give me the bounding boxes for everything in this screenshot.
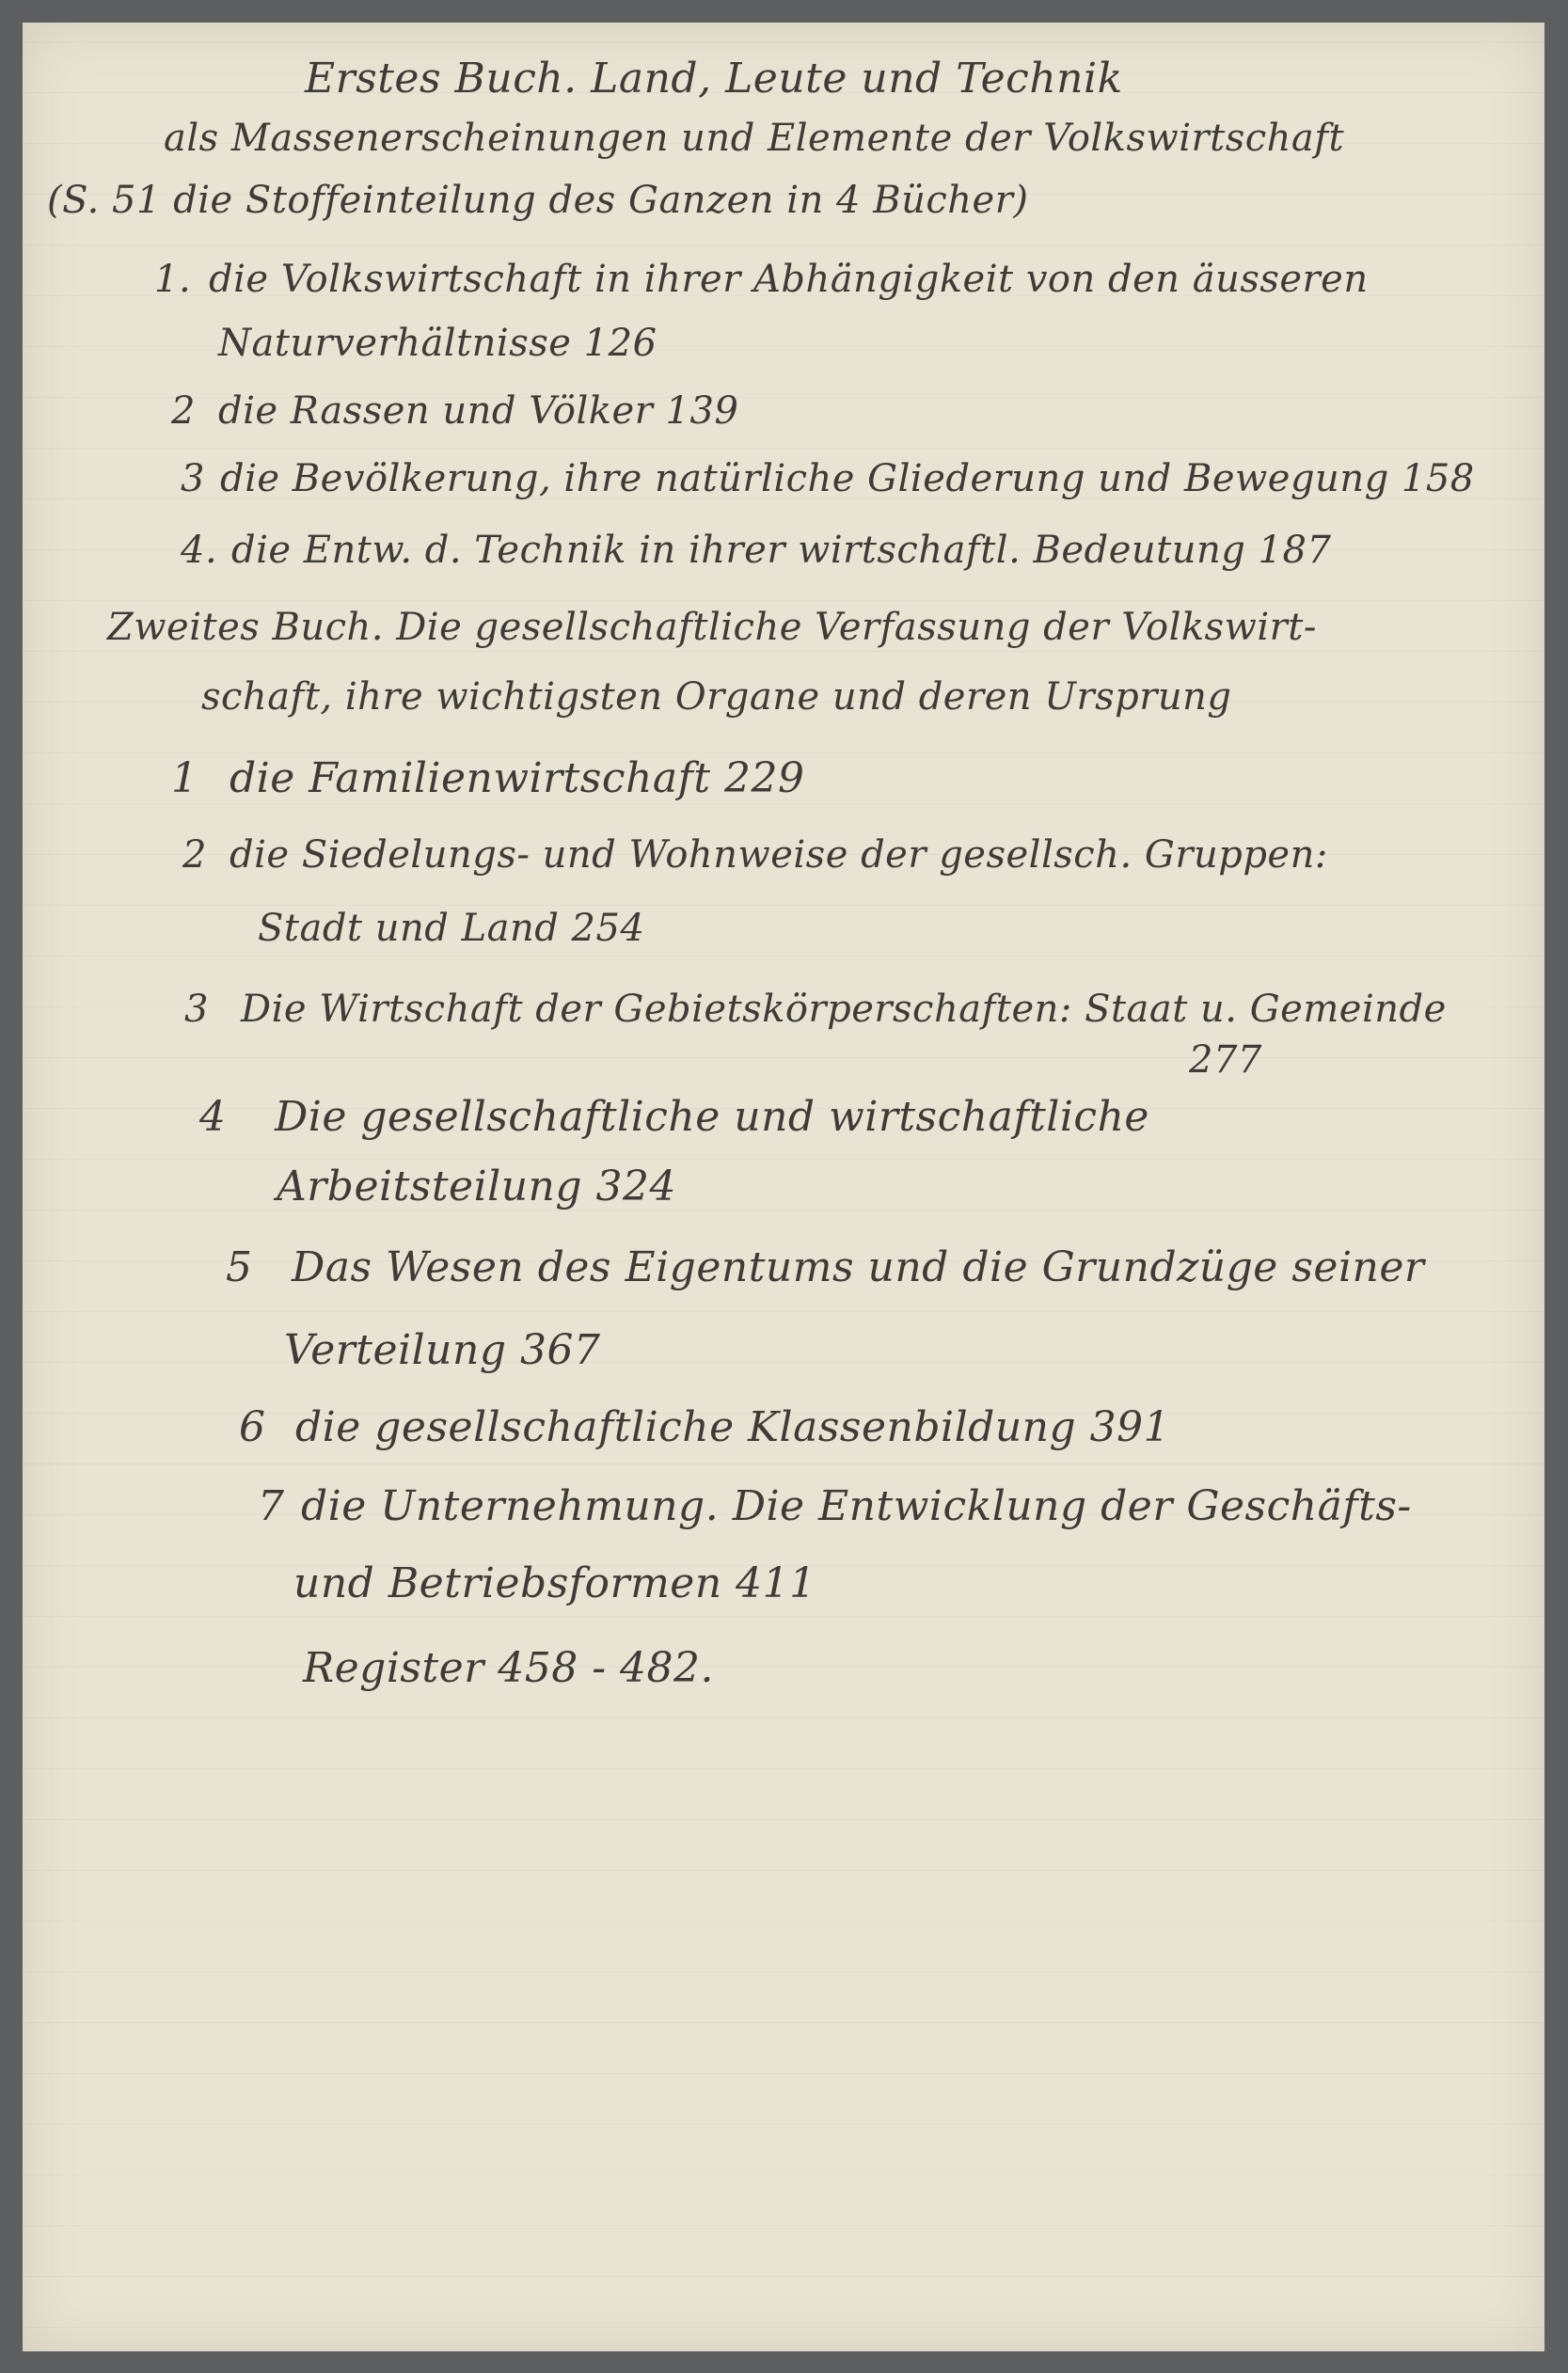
book1-item-1-line2: Naturverhältnisse 126: [218, 322, 657, 365]
book1-item-1-number: 1.: [154, 258, 192, 301]
manuscript-page: [23, 23, 1544, 2351]
book1-item-1-line1: die Volkswirtschaft in ihrer Abhängigkeit von den äusseren: [209, 258, 1369, 301]
book2-item-4-line2: Arbeitsteilung 324: [277, 1163, 677, 1210]
book2-item-3-line1: Die Wirtschaft der Gebietskörperschaften: Staat u. Gemeinde: [241, 988, 1447, 1031]
book2-item-6-line1: die gesellschaftliche Klassenbildung 391: [295, 1403, 1171, 1451]
book2-item-3-number: 3: [184, 988, 209, 1031]
book1-item-4-line1: die Entw. d. Technik in ihrer wirtschaftl. Bedeutung 187: [231, 529, 1332, 572]
book2-item-5-number: 5: [226, 1243, 253, 1291]
book1-item-2-number: 2: [171, 389, 196, 433]
book1-item-3-number: 3: [181, 457, 205, 500]
book1-item-2-line1: die Rassen und Völker 139: [218, 389, 739, 433]
book1-item-4-number: 4.: [181, 529, 218, 572]
book2-item-1-number: 1: [171, 754, 198, 802]
book2-item-2-line2: Stadt und Land 254: [258, 907, 645, 950]
book2-item-2-line1: die Siedelungs- und Wohnweise der gesellsch. Gruppen:: [230, 833, 1328, 877]
book2-item-7-line2: und Betriebsformen 411: [293, 1559, 816, 1607]
book2-title-line2: schaft, ihre wichtigsten Organe und deren Ursprung: [201, 675, 1232, 719]
book1-subtitle: als Massenerscheinungen und Elemente der Volkswirtschaft: [164, 117, 1345, 160]
book2-title-line1: Zweites Buch. Die gesellschaftliche Verfassung der Volkswirt-: [107, 606, 1317, 649]
book2-item-4-number: 4: [199, 1093, 227, 1141]
register-line: Register 458 - 482.: [303, 1644, 715, 1692]
book2-item-5-line2: Verteilung 367: [284, 1326, 601, 1374]
book1-title: Erstes Buch. Land, Leute und Technik: [305, 55, 1123, 103]
book2-item-3-page: 277: [1189, 1038, 1262, 1082]
book2-item-4-line1: Die gesellschaftliche und wirtschaftliche: [275, 1093, 1149, 1141]
book1-item-3-line1: die Bevölkerung, ihre natürliche Gliederung und Bewegung 158: [220, 457, 1475, 500]
book1-note: (S. 51 die Stoffeinteilung des Ganzen in 4 Bücher): [47, 179, 1029, 222]
book2-item-5-line1: Das Wesen des Eigentums und die Grundzüge seiner: [292, 1243, 1425, 1291]
book2-item-7-line1: die Unternehmung. Die Entwicklung der Geschäfts-: [301, 1482, 1412, 1530]
book2-item-7-number: 7: [258, 1482, 285, 1530]
book2-item-6-number: 6: [239, 1403, 266, 1451]
book2-item-1-line1: die Familienwirtschaft 229: [230, 754, 805, 802]
book2-item-2-number: 2: [182, 833, 207, 877]
